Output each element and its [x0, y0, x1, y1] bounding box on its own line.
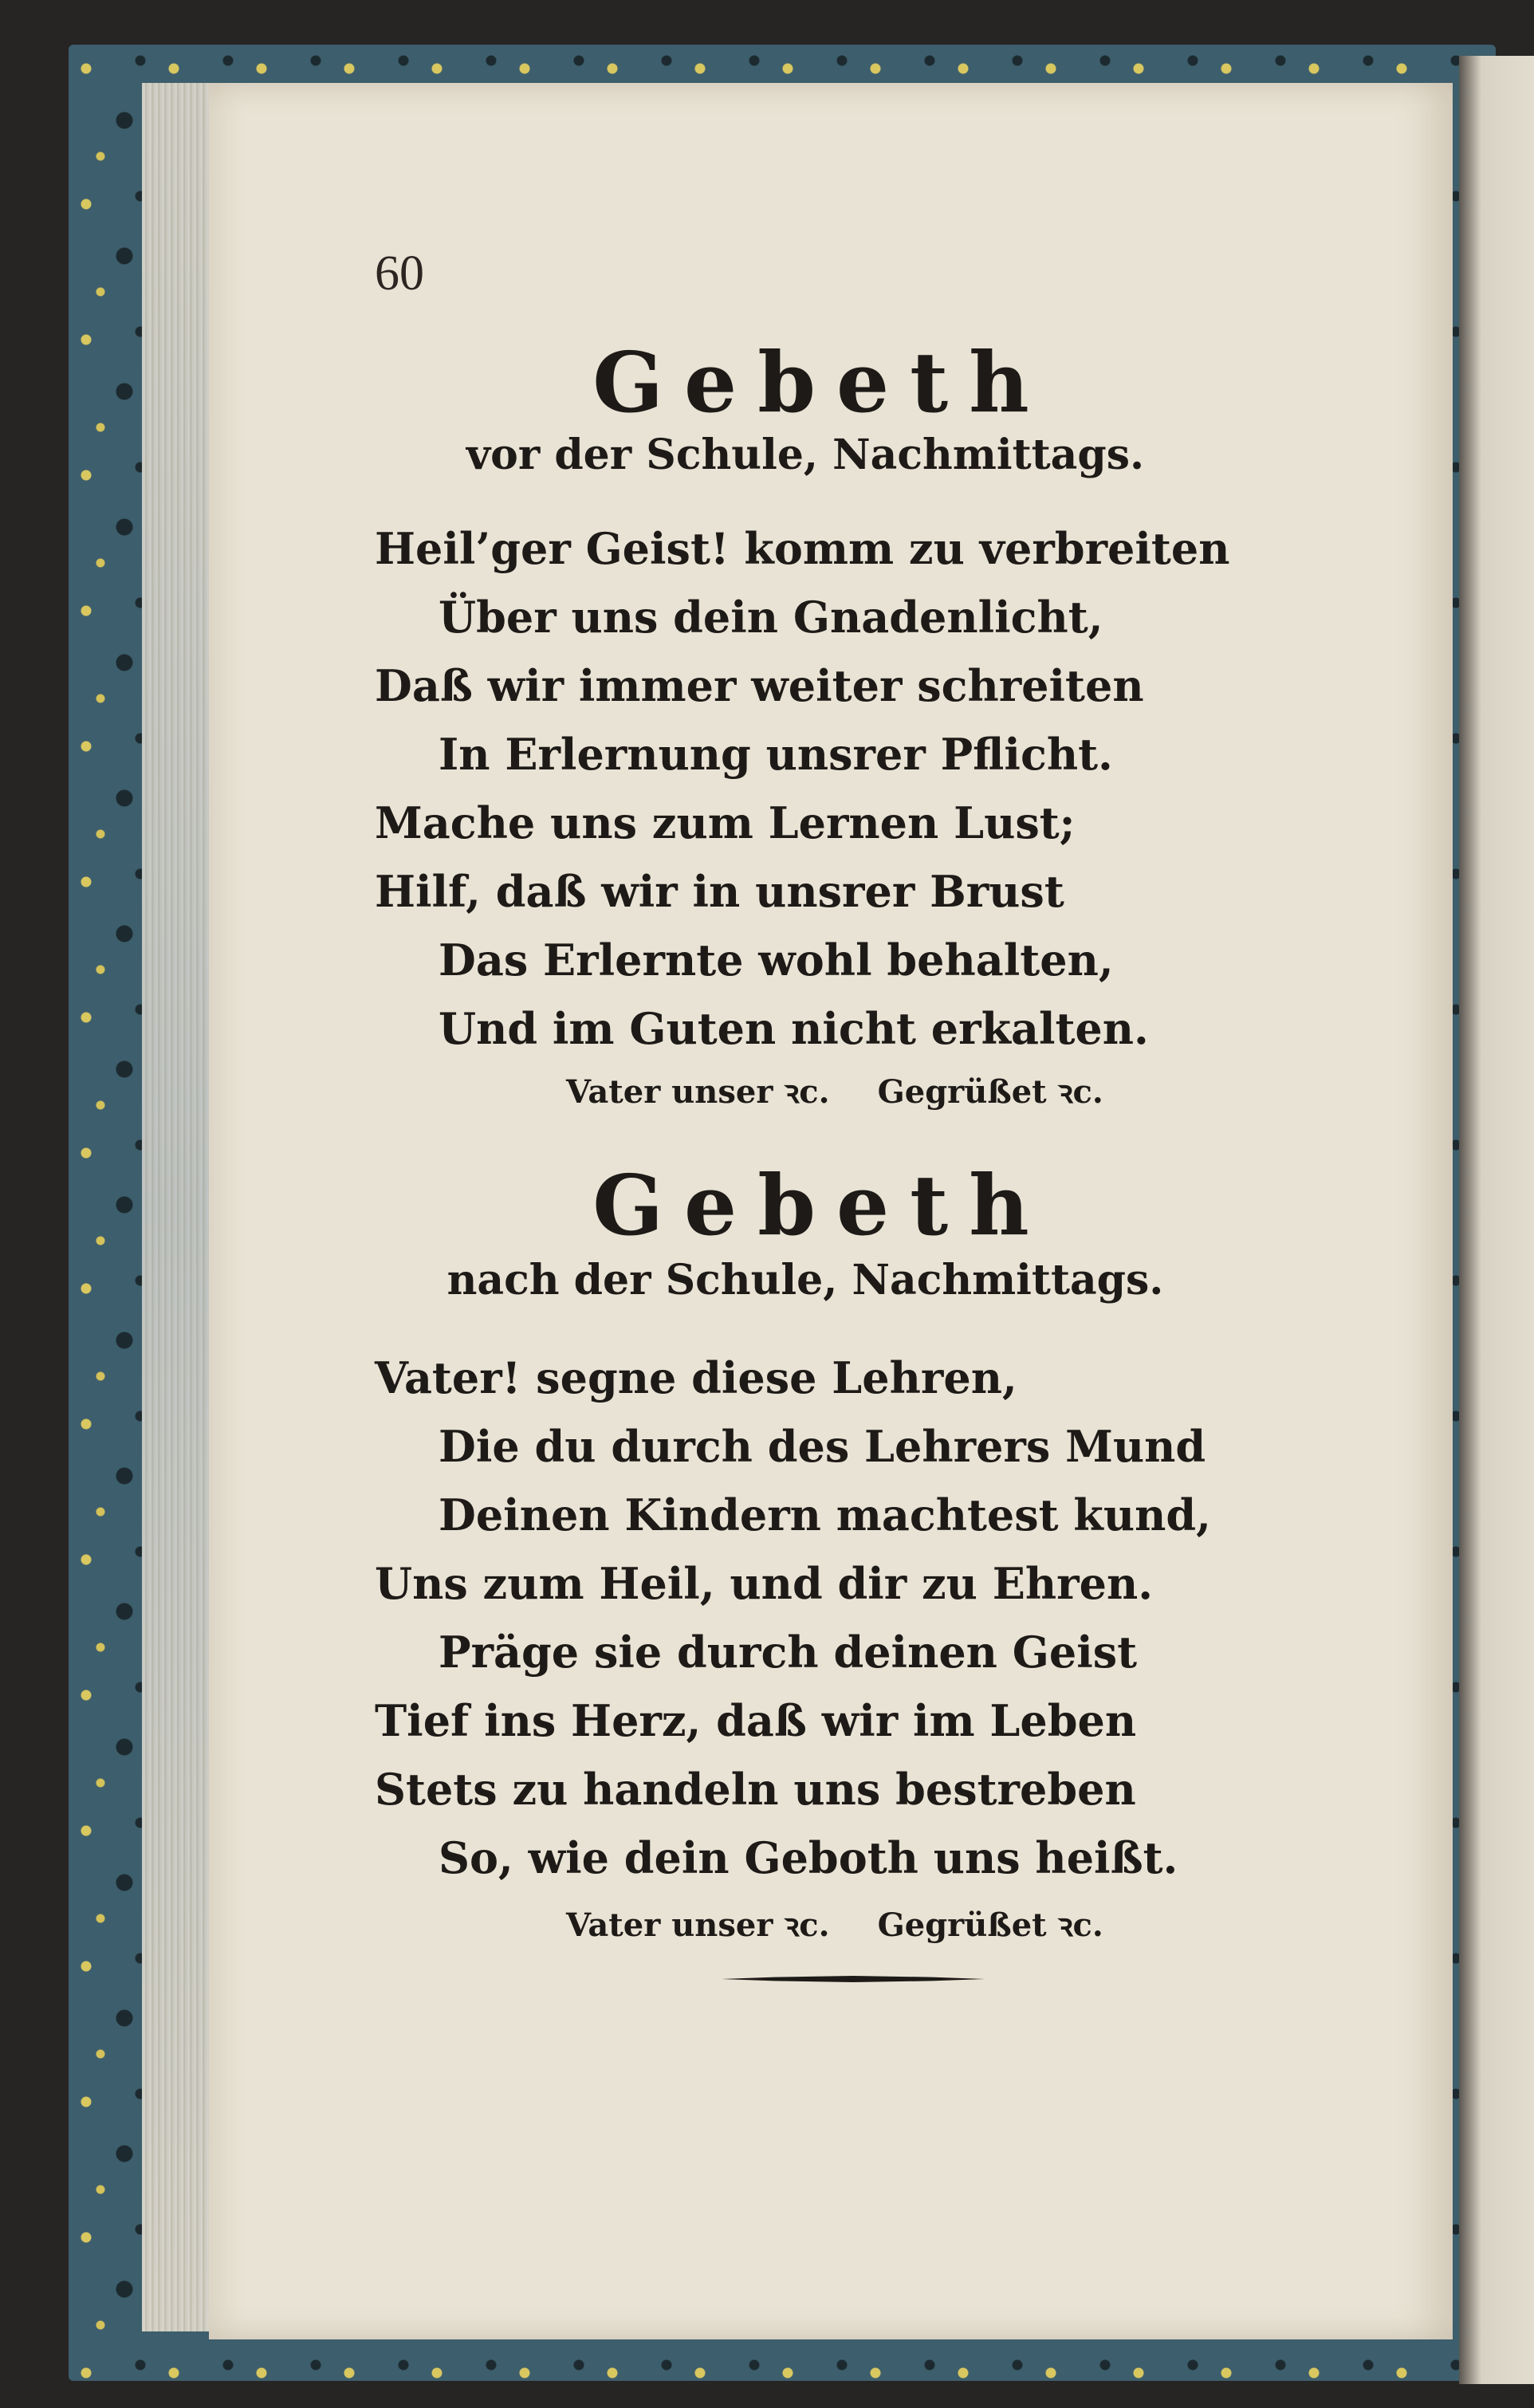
- verse-line: Deinen Kindern machtest kund,: [439, 1489, 1211, 1540]
- verse-line: Mache uns zum Lernen Lust;: [375, 797, 1076, 848]
- verse-line: Tief ins Herz, daß wir im Leben: [375, 1695, 1137, 1746]
- verse-line: Uns zum Heil, und dir zu Ehren.: [375, 1558, 1154, 1609]
- closing-gegruesset: Gegrüßet ꝛc.: [877, 1073, 1103, 1111]
- closing-vater-unser: Vater unser ꝛc.: [566, 1906, 830, 1944]
- verse-line: Daß wir immer weiter schreiten: [375, 660, 1144, 711]
- prayer-2-subtitle: nach der Schule, Nachmittags.: [446, 1256, 1164, 1304]
- prayer-1-title: Gebeth: [592, 333, 1050, 431]
- verse-line: Das Erlernte wohl behalten,: [439, 934, 1114, 986]
- verse-line: Über uns dein Gnadenlicht,: [439, 592, 1103, 643]
- verse-line: Hilf, daß wir in unsrer Brust: [375, 866, 1064, 917]
- closing-vater-unser: Vater unser ꝛc.: [566, 1073, 830, 1111]
- prayer-1-subtitle: vor der Schule, Nachmittags.: [466, 431, 1145, 479]
- verse-line: Stets zu handeln uns bestreben: [375, 1764, 1136, 1815]
- verse-line: Präge sie durch deinen Geist: [439, 1627, 1138, 1678]
- end-ornament-rule: [722, 1976, 985, 1982]
- prayer-1-closing: [566, 1068, 1103, 1112]
- closing-gegruesset: Gegrüßet ꝛc.: [877, 1906, 1103, 1944]
- verse-line: In Erlernung unsrer Pflicht.: [439, 729, 1113, 780]
- prayer-1-verse: [375, 514, 1229, 1063]
- verse-line: Heil’ger Geist! komm zu verbreiten: [375, 523, 1230, 574]
- prayer-2-closing: [566, 1902, 1103, 1946]
- verse-line: Vater! segne diese Lehren,: [375, 1352, 1017, 1403]
- prayer-2-title: Gebeth: [592, 1156, 1050, 1254]
- verse-line: So, wie dein Geboth uns heißt.: [439, 1832, 1178, 1883]
- page-number: 60: [375, 246, 424, 301]
- verse-line: Die du durch des Lehrers Mund: [439, 1421, 1206, 1472]
- verse-line: Und im Guten nicht erkalten.: [439, 1003, 1149, 1054]
- prayer-2-verse: [375, 1344, 1211, 1892]
